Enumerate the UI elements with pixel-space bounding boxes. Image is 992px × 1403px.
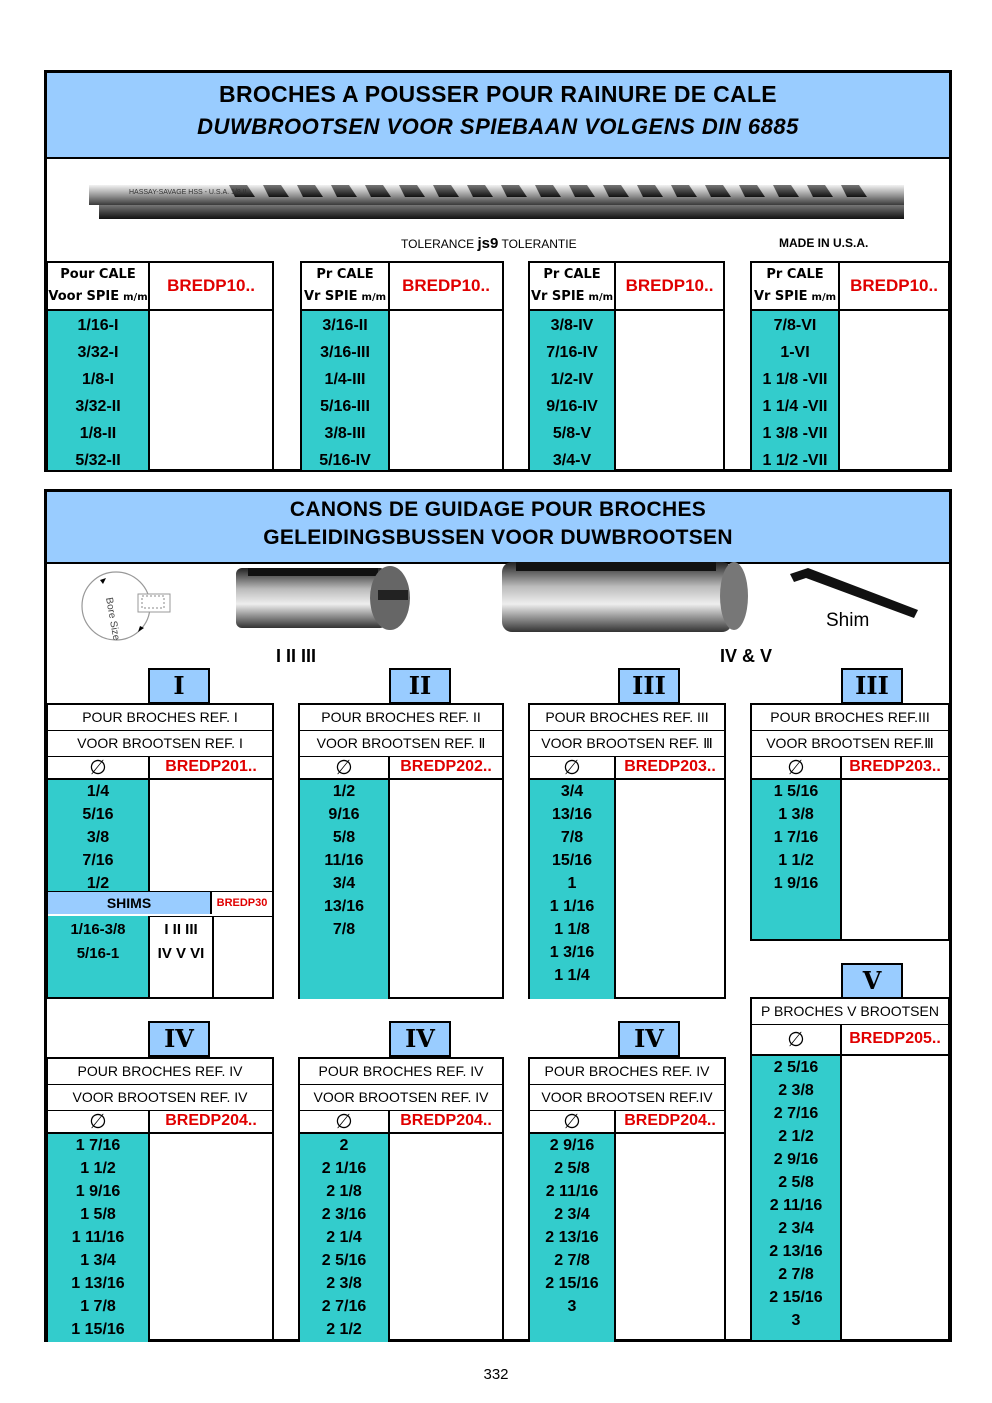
broach-table-code: BREDP10.. xyxy=(840,263,948,311)
ref-roman-badge: II xyxy=(389,668,451,704)
table-row: 1 1/16 xyxy=(549,898,595,915)
table-row: 1 7/8 xyxy=(80,1298,116,1315)
broach-table-label xyxy=(752,263,840,311)
column-divider xyxy=(614,1134,616,1340)
guide-table xyxy=(298,1057,504,1342)
page-number: 332 xyxy=(483,1366,509,1383)
guide-table-header xyxy=(48,705,272,757)
table-row: 3/32-I xyxy=(77,344,119,361)
broach-values xyxy=(530,311,616,470)
table-row: 2 13/16 xyxy=(769,1243,823,1260)
shim-refs: IV V VI xyxy=(157,945,205,962)
table-row: 2 3/8 xyxy=(326,1275,362,1292)
broach-table-label xyxy=(302,263,390,311)
column-divider xyxy=(388,1134,390,1340)
table-row: 9/16 xyxy=(328,806,360,823)
table-row: 1 3/16 xyxy=(549,944,595,961)
column-divider xyxy=(840,1056,842,1340)
guide-table-code: BREDP202.. xyxy=(390,756,502,780)
guide-values xyxy=(48,780,150,891)
ref-roman-badge: IV xyxy=(148,1021,210,1057)
table-row: 2 15/16 xyxy=(769,1289,823,1306)
table-row: 7/8-VI xyxy=(773,317,817,334)
ref-line-fr: POUR BROCHES REF. III xyxy=(530,705,724,731)
table-row: 2 3/4 xyxy=(778,1220,814,1237)
guide-values xyxy=(48,1134,150,1342)
broach-table-label xyxy=(48,263,150,311)
table-row: 1 7/16 xyxy=(75,1137,121,1154)
guide-title-nl: GELEIDINGSBUSSEN VOOR DUWBROOTSEN xyxy=(263,526,733,549)
diameter-icon: ∅ xyxy=(752,756,842,780)
table-row: 7/8 xyxy=(332,921,356,938)
table-row: 2 5/16 xyxy=(773,1059,819,1076)
broach-table xyxy=(46,261,274,472)
guide-table xyxy=(298,703,504,999)
bore-size-label: Bore Size xyxy=(103,596,122,642)
label-line1: Pr CALE xyxy=(766,266,824,282)
diameter-icon: ∅ xyxy=(48,756,150,780)
made-in-label: MADE IN U.S.A. xyxy=(779,236,869,250)
table-row: 2 13/16 xyxy=(545,1229,599,1246)
ref-roman-badge: IV xyxy=(618,1021,680,1057)
guide-values xyxy=(300,1134,390,1342)
table-row: 2 1/8 xyxy=(326,1183,362,1200)
guide-table xyxy=(750,997,950,1342)
guide-table xyxy=(750,703,950,941)
table-row: 13/16 xyxy=(323,898,365,915)
table-row: 3/32-II xyxy=(75,398,121,415)
column-divider xyxy=(148,1134,150,1340)
ref-line-fr: POUR BROCHES REF. IV xyxy=(530,1059,724,1085)
table-row: 1/8-I xyxy=(81,371,114,388)
guide-table xyxy=(46,703,274,999)
table-row: 2 1/16 xyxy=(321,1160,367,1177)
table-row: 2 1/2 xyxy=(326,1321,362,1338)
table-row: 1/2-IV xyxy=(550,371,594,388)
guide-values xyxy=(300,780,390,999)
table-row: 1 3/8 -VII xyxy=(762,425,828,442)
table-row: 3/8-III xyxy=(324,425,366,442)
table-row: 2 11/16 xyxy=(545,1183,599,1200)
table-row: 1 xyxy=(567,875,577,892)
table-row: 1/8-II xyxy=(79,425,117,442)
guide-table-header xyxy=(752,705,948,757)
table-row: 2 1/4 xyxy=(326,1229,362,1246)
label-line2: Vr SPIE m/m xyxy=(753,288,837,304)
shims-label: SHIMS xyxy=(48,892,212,914)
table-row: 1 3/4 xyxy=(80,1252,116,1269)
label-line1: Pr CALE xyxy=(316,266,374,282)
table-row: 3/8-IV xyxy=(550,317,594,334)
table-row: 5/16-III xyxy=(320,398,370,415)
table-row: 5/8-V xyxy=(552,425,592,442)
table-row: 3/8 xyxy=(86,829,110,846)
bushing-small-image xyxy=(228,560,413,640)
table-row: 1 9/16 xyxy=(773,875,819,892)
table-row: 3 xyxy=(791,1312,801,1329)
table-row: 5/16 xyxy=(82,806,114,823)
table-row: 2 3/16 xyxy=(321,1206,367,1223)
label-large-bushing: IV & V xyxy=(720,646,773,666)
table-row: 1 15/16 xyxy=(71,1321,125,1338)
label-line1: Pr CALE xyxy=(543,266,601,282)
column-divider xyxy=(148,780,150,891)
broach-table-code: BREDP10.. xyxy=(616,263,723,311)
ref-line-nl: VOOR BROOTSEN REF. IV xyxy=(48,1085,272,1111)
table-row: 2 5/8 xyxy=(778,1174,814,1191)
table-row: 1/2 xyxy=(86,875,110,892)
table-row: 1 5/8 xyxy=(80,1206,116,1223)
table-row: 1/4-III xyxy=(324,371,366,388)
guide-table-code: BREDP205.. xyxy=(842,1024,948,1056)
guide-values xyxy=(752,780,842,939)
guide-values xyxy=(530,1134,616,1342)
table-row: 13/16 xyxy=(551,806,593,823)
table-row: 2 5/16 xyxy=(321,1252,367,1269)
guide-table xyxy=(528,703,726,999)
table-row: 1 1/8 xyxy=(554,921,590,938)
label-line2: Vr SPIE m/m xyxy=(530,288,614,304)
table-row: 2 xyxy=(339,1137,349,1154)
shim-label: Shim xyxy=(826,610,870,631)
table-row: 1 1/8 -VII xyxy=(762,371,828,388)
guide-table xyxy=(46,1057,274,1342)
column-divider xyxy=(840,780,842,939)
broach-title-fr: BROCHES A POUSSER POUR RAINURE DE CALE xyxy=(219,81,777,107)
bushing-large-image xyxy=(498,556,753,640)
ref-line-fr: P BROCHES V BROOTSEN xyxy=(752,999,948,1025)
table-row: 2 3/8 xyxy=(778,1082,814,1099)
table-row: 3/4 xyxy=(560,783,584,800)
table-row: 1 13/16 xyxy=(71,1275,125,1292)
guide-table-code: BREDP204.. xyxy=(150,1110,272,1134)
table-row: 7/16-IV xyxy=(546,344,598,361)
broach-values xyxy=(752,311,840,470)
table-row: 1 7/16 xyxy=(773,829,819,846)
ref-line-nl: VOOR BROOTSEN REF. I xyxy=(48,731,272,757)
shim-size: 5/16-1 xyxy=(76,945,120,962)
diameter-icon: ∅ xyxy=(530,756,616,780)
guide-table-header xyxy=(752,999,948,1025)
broach-title-nl: DUWBROOTSEN VOOR SPIEBAAN VOLGENS DIN 6885 xyxy=(197,114,799,139)
column-divider xyxy=(614,780,616,997)
broach-header xyxy=(47,73,949,159)
table-row: 2 3/4 xyxy=(554,1206,590,1223)
diameter-icon: ∅ xyxy=(48,1110,150,1134)
guide-table-code: BREDP204.. xyxy=(390,1110,502,1134)
ref-roman-badge: IV xyxy=(389,1021,451,1057)
table-row: 3/16-III xyxy=(320,344,370,361)
table-row: 1 1/4 -VII xyxy=(762,398,828,415)
column-divider xyxy=(212,916,214,997)
ref-roman-badge: V xyxy=(841,963,903,999)
guide-values xyxy=(530,780,616,999)
table-row: 2 7/16 xyxy=(321,1298,367,1315)
label-line2: Voor SPIE m/m xyxy=(48,288,148,304)
table-row: 3/4-V xyxy=(552,452,592,469)
guide-table-header xyxy=(530,1059,724,1111)
ref-line-nl: VOOR BROOTSEN REF.Ⅲ xyxy=(752,731,948,757)
ref-line-fr: POUR BROCHES REF. I xyxy=(48,705,272,731)
broach-values xyxy=(48,311,150,470)
guide-table xyxy=(528,1057,726,1342)
table-row: 2 1/2 xyxy=(778,1128,814,1145)
guide-table-code: BREDP201.. xyxy=(150,756,272,780)
table-row: 1 9/16 xyxy=(75,1183,121,1200)
broach-table xyxy=(528,261,725,472)
broach-table-label xyxy=(530,263,616,311)
table-row: 2 11/16 xyxy=(769,1197,823,1214)
ref-line-nl: VOOR BROOTSEN REF. Ⅲ xyxy=(530,731,724,757)
table-row: 1 11/16 xyxy=(71,1229,125,1246)
ref-line-fr: POUR BROCHES REF.III xyxy=(752,705,948,731)
table-row: 1 5/16 xyxy=(773,783,819,800)
table-row: 1/2 xyxy=(332,783,356,800)
broach-values xyxy=(302,311,390,470)
ref-line-nl: VOOR BROOTSEN REF.IV xyxy=(530,1085,724,1111)
label-small-bushing: I II III xyxy=(276,646,317,666)
ref-line-nl: VOOR BROOTSEN REF. Ⅱ xyxy=(300,731,502,757)
table-row: 5/8 xyxy=(332,829,356,846)
guide-table-header xyxy=(48,1059,272,1111)
table-row: 1 1/4 xyxy=(554,967,590,984)
shim-refs: I II III xyxy=(164,921,198,938)
bore-size-diagram xyxy=(78,568,188,644)
broach-table-code: BREDP10.. xyxy=(150,263,272,311)
table-row: 2 15/16 xyxy=(545,1275,599,1292)
broach-tool-image xyxy=(89,163,909,225)
table-row: 5/16-IV xyxy=(319,452,371,469)
guide-table-code: BREDP204.. xyxy=(616,1110,724,1134)
table-row: 7/16 xyxy=(82,852,114,869)
table-row: 1-VI xyxy=(780,344,810,361)
table-row: 1 3/8 xyxy=(778,806,814,823)
column-divider xyxy=(388,780,390,997)
table-row: 1/16-I xyxy=(77,317,119,334)
ref-line-fr: POUR BROCHES REF. II xyxy=(300,705,502,731)
table-row: 2 9/16 xyxy=(549,1137,595,1154)
ref-roman-badge: III xyxy=(618,668,680,704)
tolerance-line: TOLERANCE js9 TOLERANTIE xyxy=(401,235,577,252)
table-row: 15/16 xyxy=(551,852,593,869)
guide-table-code: BREDP203.. xyxy=(616,756,724,780)
table-row: 2 9/16 xyxy=(773,1151,819,1168)
table-row: 2 5/8 xyxy=(554,1160,590,1177)
ref-line-nl: VOOR BROOTSEN REF. IV xyxy=(300,1085,502,1111)
ref-line-fr: POUR BROCHES REF. IV xyxy=(48,1059,272,1085)
shims-code: BREDP30 xyxy=(216,897,268,909)
guide-table-code: BREDP203.. xyxy=(842,756,948,780)
table-row: 5/32-II xyxy=(75,452,121,469)
shim-size: 1/16-3/8 xyxy=(70,921,126,938)
guide-header xyxy=(47,492,949,564)
label-line1: Pour CALE xyxy=(60,266,136,282)
table-row: 9/16-IV xyxy=(546,398,598,415)
broach-table xyxy=(750,261,950,472)
table-row: 1 1/2 -VII xyxy=(762,452,828,469)
diameter-icon: ∅ xyxy=(530,1110,616,1134)
guide-table-header xyxy=(300,1059,502,1111)
table-row: 2 7/8 xyxy=(778,1266,814,1283)
ref-line-fr: POUR BROCHES REF. IV xyxy=(300,1059,502,1085)
table-row: 3 xyxy=(567,1298,577,1315)
guide-title-fr: CANONS DE GUIDAGE POUR BROCHES xyxy=(289,498,707,521)
table-row: 1/4 xyxy=(86,783,110,800)
shims-header xyxy=(48,891,272,917)
tool-marking: HASSAY-SAVAGE HSS - U.S.A. 1/8 II xyxy=(129,189,247,196)
table-row: 1 1/2 xyxy=(778,852,814,869)
guide-table-header xyxy=(300,705,502,757)
diameter-icon: ∅ xyxy=(300,756,390,780)
table-row: 2 7/16 xyxy=(773,1105,819,1122)
table-row: 7/8 xyxy=(560,829,584,846)
diameter-icon: ∅ xyxy=(300,1110,390,1134)
diameter-icon: ∅ xyxy=(752,1024,842,1056)
table-row: 11/16 xyxy=(324,852,364,869)
broach-table xyxy=(300,261,504,472)
ref-roman-badge: I xyxy=(148,668,210,704)
label-line2: Vr SPIE m/m xyxy=(303,288,387,304)
broach-table-code: BREDP10.. xyxy=(390,263,502,311)
table-row: 3/16-II xyxy=(322,317,368,334)
ref-roman-badge: III xyxy=(841,668,903,704)
table-row: 1 1/2 xyxy=(80,1160,116,1177)
table-row: 3/4 xyxy=(332,875,356,892)
guide-values xyxy=(752,1056,842,1340)
table-row: 2 7/8 xyxy=(554,1252,590,1269)
guide-table-header xyxy=(530,705,724,757)
